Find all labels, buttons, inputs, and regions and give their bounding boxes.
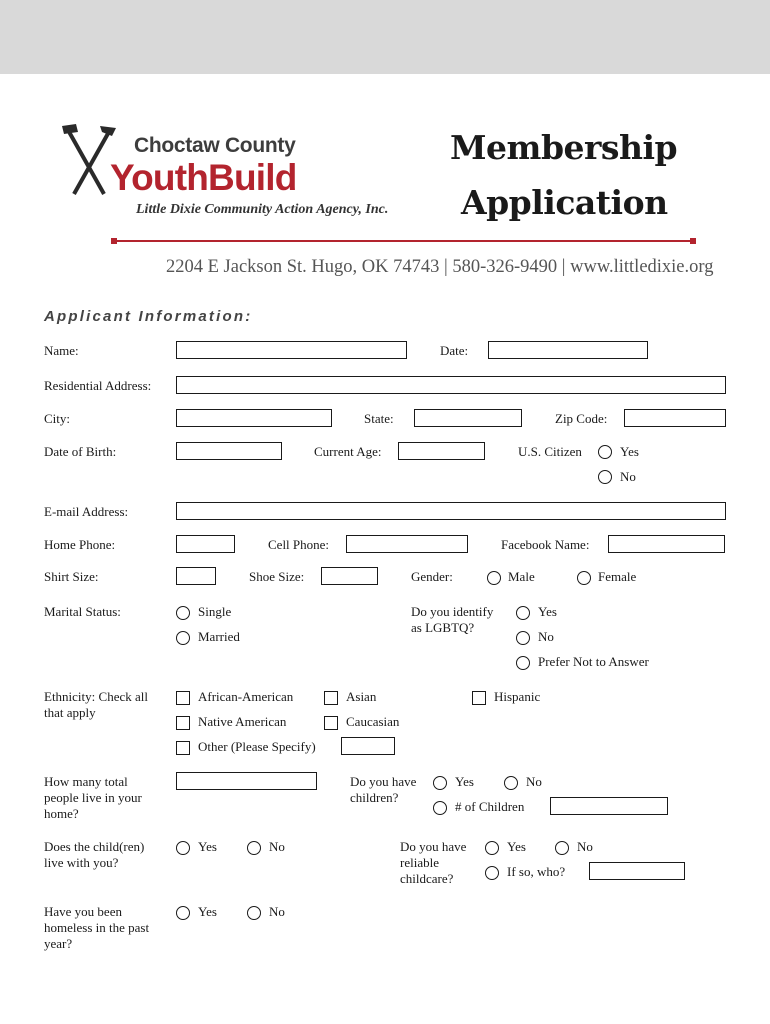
city-field[interactable] bbox=[176, 409, 332, 427]
dob-label: Date of Birth: bbox=[44, 444, 117, 459]
childcare-who-radio[interactable] bbox=[485, 866, 499, 880]
divider-end-right bbox=[690, 238, 696, 244]
lgbtq-prefer-not-radio[interactable] bbox=[516, 656, 530, 670]
ethnicity-other-label: Other (Please Specify) bbox=[198, 739, 316, 754]
num-children-radio[interactable] bbox=[433, 801, 447, 815]
ethnicity-caucasian-checkbox[interactable] bbox=[324, 716, 338, 730]
ethnicity-native-american-label: Native American bbox=[198, 714, 287, 729]
gender-female-label: Female bbox=[598, 569, 637, 584]
ethnicity-caucasian-label: Caucasian bbox=[346, 714, 400, 729]
marital-label: Marital Status: bbox=[44, 604, 121, 619]
state-field[interactable] bbox=[414, 409, 522, 427]
childcare-who-field[interactable] bbox=[589, 862, 685, 880]
children-live-yes-label: Yes bbox=[198, 839, 217, 854]
ethnicity-other-field[interactable] bbox=[341, 737, 395, 755]
childcare-no-radio[interactable] bbox=[555, 841, 569, 855]
address-label: Residential Address: bbox=[44, 378, 152, 393]
homeless-no-radio[interactable] bbox=[247, 906, 261, 920]
title-line-2: Application bbox=[461, 183, 668, 222]
ethnicity-native-american-checkbox[interactable] bbox=[176, 716, 190, 730]
children-live-no-radio[interactable] bbox=[247, 841, 261, 855]
lgbtq-prefer-not-label: Prefer Not to Answer bbox=[538, 654, 649, 669]
lgbtq-no-radio[interactable] bbox=[516, 631, 530, 645]
zip-label: Zip Code: bbox=[555, 411, 608, 426]
shirt-size-label: Shirt Size: bbox=[44, 569, 99, 584]
childcare-yes-label: Yes bbox=[507, 839, 526, 854]
citizen-no-label: No bbox=[620, 469, 636, 484]
city-label: City: bbox=[44, 411, 71, 426]
marital-single-label: Single bbox=[198, 604, 232, 619]
age-label: Current Age: bbox=[314, 444, 382, 459]
children-yes-radio[interactable] bbox=[433, 776, 447, 790]
have-children-label: Do you have children? bbox=[350, 774, 417, 805]
gender-female-radio[interactable] bbox=[577, 571, 591, 585]
children-live-no-label: No bbox=[269, 839, 285, 854]
home-phone-field[interactable] bbox=[176, 535, 235, 553]
childcare-no-label: No bbox=[577, 839, 593, 854]
citizen-yes-radio[interactable] bbox=[598, 445, 612, 459]
header-divider bbox=[115, 240, 693, 242]
ethnicity-asian-label: Asian bbox=[346, 689, 377, 704]
date-label: Date: bbox=[440, 343, 469, 358]
name-label: Name: bbox=[44, 343, 79, 358]
facebook-label: Facebook Name: bbox=[501, 537, 590, 552]
home-phone-label: Home Phone: bbox=[44, 537, 116, 552]
marital-married-label: Married bbox=[198, 629, 240, 644]
email-label: E-mail Address: bbox=[44, 504, 129, 519]
lgbtq-label: Do you identify as LGBTQ? bbox=[411, 604, 494, 635]
ethnicity-hispanic-label: Hispanic bbox=[494, 689, 541, 704]
ethnicity-asian-checkbox[interactable] bbox=[324, 691, 338, 705]
cell-phone-label: Cell Phone: bbox=[268, 537, 330, 552]
ethnicity-african-american-label: African-American bbox=[198, 689, 294, 704]
childcare-who-label: If so, who? bbox=[507, 864, 566, 879]
children-no-radio[interactable] bbox=[504, 776, 518, 790]
childcare-yes-radio[interactable] bbox=[485, 841, 499, 855]
children-no-label: No bbox=[526, 774, 542, 789]
citizen-no-radio[interactable] bbox=[598, 470, 612, 484]
facebook-field[interactable] bbox=[608, 535, 725, 553]
top-gray-bar bbox=[0, 0, 770, 74]
children-live-label: Does the child(ren) live with you? bbox=[44, 839, 145, 870]
ethnicity-hispanic-checkbox[interactable] bbox=[472, 691, 486, 705]
household-field[interactable] bbox=[176, 772, 317, 790]
cell-phone-field[interactable] bbox=[346, 535, 468, 553]
address-field[interactable] bbox=[176, 376, 726, 394]
gender-label: Gender: bbox=[411, 569, 453, 584]
lgbtq-yes-radio[interactable] bbox=[516, 606, 530, 620]
shirt-size-field[interactable] bbox=[176, 567, 216, 585]
email-field[interactable] bbox=[176, 502, 726, 520]
logo-agency-text: Little Dixie Community Action Agency, Inc. bbox=[136, 202, 389, 217]
children-yes-label: Yes bbox=[455, 774, 474, 789]
marital-married-radio[interactable] bbox=[176, 631, 190, 645]
logo-county-text: Choctaw County bbox=[134, 134, 296, 157]
lgbtq-no-label: No bbox=[538, 629, 554, 644]
lgbtq-yes-label: Yes bbox=[538, 604, 557, 619]
homeless-label: Have you been homeless in the past year? bbox=[44, 904, 150, 951]
citizen-yes-label: Yes bbox=[620, 444, 639, 459]
homeless-yes-radio[interactable] bbox=[176, 906, 190, 920]
state-label: State: bbox=[364, 411, 394, 426]
ethnicity-african-american-checkbox[interactable] bbox=[176, 691, 190, 705]
section-heading: Applicant Information: bbox=[44, 308, 253, 325]
gender-male-radio[interactable] bbox=[487, 571, 501, 585]
shoe-size-label: Shoe Size: bbox=[249, 569, 305, 584]
dob-field[interactable] bbox=[176, 442, 282, 460]
title-line-1: Membership bbox=[450, 128, 678, 167]
gender-male-label: Male bbox=[508, 569, 535, 584]
homeless-yes-label: Yes bbox=[198, 904, 217, 919]
childcare-label: Do you have reliable childcare? bbox=[400, 839, 467, 886]
age-field[interactable] bbox=[398, 442, 485, 460]
children-live-yes-radio[interactable] bbox=[176, 841, 190, 855]
name-field[interactable] bbox=[176, 341, 407, 359]
shoe-size-field[interactable] bbox=[321, 567, 378, 585]
citizen-label: U.S. Citizen bbox=[518, 444, 582, 459]
ethnicity-other-checkbox[interactable] bbox=[176, 741, 190, 755]
homeless-no-label: No bbox=[269, 904, 285, 919]
num-children-label: # of Children bbox=[455, 799, 525, 814]
date-field[interactable] bbox=[488, 341, 648, 359]
num-children-field[interactable] bbox=[550, 797, 668, 815]
contact-line: 2204 E Jackson St. Hugo, OK 74743 | 580-326-9490 | www.littledixie.org bbox=[166, 257, 714, 277]
logo-youthbuild-text: YouthBuild bbox=[110, 157, 297, 198]
household-label: How many total people live in your home? bbox=[44, 774, 142, 821]
zip-field[interactable] bbox=[624, 409, 726, 427]
divider-end-left bbox=[111, 238, 117, 244]
ethnicity-label: Ethnicity: Check all that apply bbox=[44, 689, 148, 720]
marital-single-radio[interactable] bbox=[176, 606, 190, 620]
